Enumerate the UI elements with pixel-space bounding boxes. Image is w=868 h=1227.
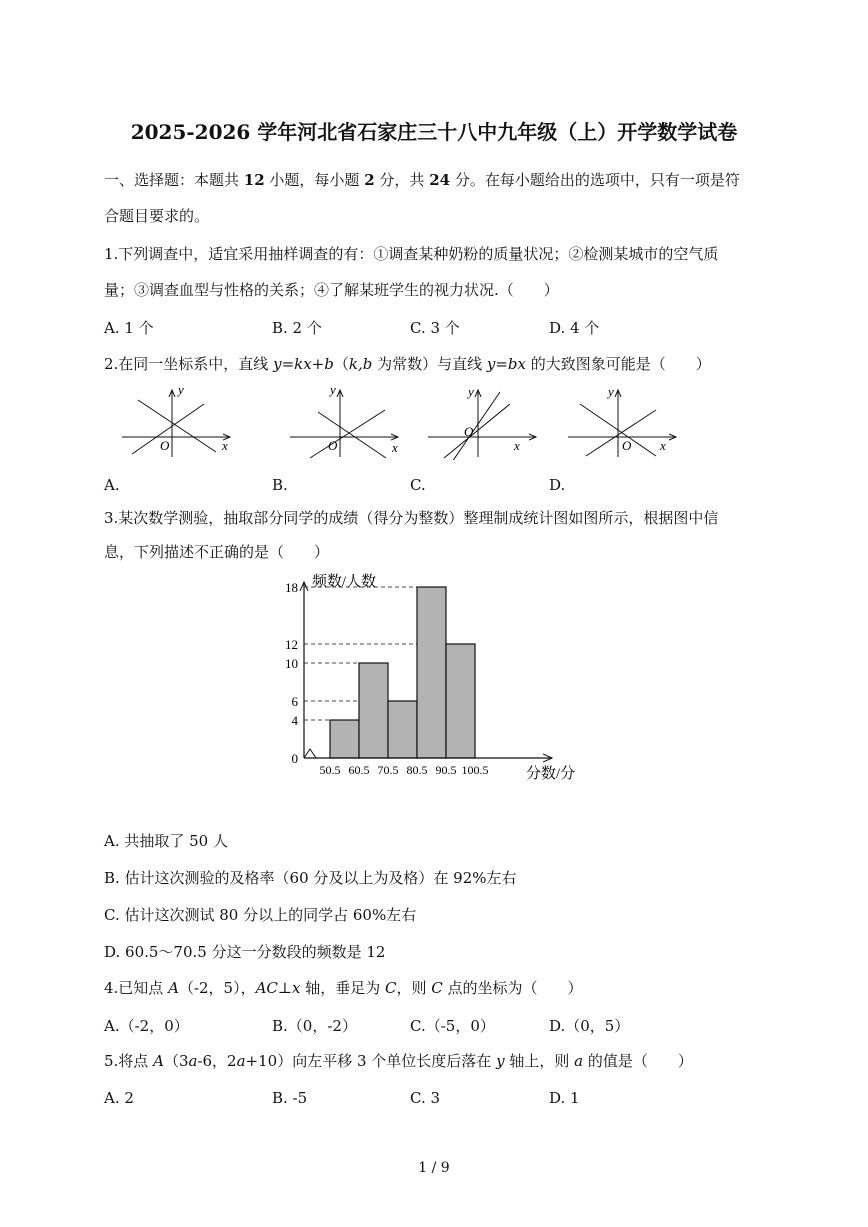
q3-option-d: D. 60.5～70.5 分这一分数段的频数是 12 <box>104 943 386 961</box>
section-text: 分。在每小题给出的选项中，只有一项是符 <box>450 171 740 189</box>
y-tick-label: 6 <box>291 694 298 709</box>
x-axis-name: x <box>292 979 301 997</box>
perpendicular-symbol: ⊥ <box>277 979 293 997</box>
q5-text: +10）向左平移 3 个单位长度后落在 <box>245 1052 497 1070</box>
point-a: A <box>168 979 179 997</box>
histogram-bar <box>388 701 417 758</box>
x-label: x <box>660 438 666 453</box>
page-number: 1 / 9 <box>418 1160 450 1176</box>
q5-text: （3 <box>163 1052 189 1070</box>
x-label: x <box>222 438 228 453</box>
q4-stem <box>104 978 583 998</box>
y-label: y <box>178 382 184 397</box>
x-tick-labels <box>320 763 489 777</box>
histogram-bar <box>446 644 475 758</box>
histogram-chart <box>280 568 600 788</box>
q2-formula: y=bx <box>486 355 526 373</box>
q5-option-b: B. -5 <box>272 1089 308 1107</box>
x-label: x <box>392 440 398 455</box>
y-axis-label: 频数/人数 <box>312 574 377 590</box>
q1-option-c: C. 3 个 <box>410 319 460 337</box>
q4-option-a: A.（-2，0） <box>104 1017 189 1035</box>
q4-option-c: C.（-5，0） <box>410 1017 495 1035</box>
line-2 <box>452 392 500 460</box>
origin-label: O <box>328 438 338 453</box>
q4-text: （-2，5）， <box>178 979 256 997</box>
q4-option-b: B.（0，-2） <box>272 1017 357 1035</box>
x-tick-label: 80.5 <box>406 763 428 777</box>
line-1 <box>138 400 216 452</box>
q2-graphs <box>100 382 700 460</box>
y-label: y <box>608 384 614 399</box>
y-tick-label: 0 <box>291 751 298 766</box>
q3-line1: 3.某次数学测验，抽取部分同学的成绩（得分为整数）整理制成统计图如图所示，根据图中信 <box>104 509 719 527</box>
q2-option-b: B. <box>272 476 288 494</box>
exam-title: 2025-2026 学年河北省石家庄三十八中九年级（上）开学数学试卷 <box>130 120 738 144</box>
q4-text: ，则 <box>396 979 432 997</box>
section-text: 一、选择题：本题共 <box>104 171 244 189</box>
q2-text: 为常数）与直线 <box>372 355 487 373</box>
graph-b <box>290 382 398 458</box>
q2-text: 2.在同一坐标系中，直线 <box>104 355 274 373</box>
x-tick-label: 60.5 <box>348 763 370 777</box>
point-a: A <box>153 1052 164 1070</box>
q5-text: 的值是（ ） <box>583 1052 693 1070</box>
axis-break-mark <box>304 749 330 758</box>
y-tick-label: 18 <box>285 580 298 595</box>
line-1 <box>310 410 385 458</box>
line-1 <box>444 404 510 458</box>
question-count: 12 <box>243 171 265 189</box>
variable-a: a <box>236 1052 246 1070</box>
histogram-bar <box>359 663 388 758</box>
q1-line2: 量；③调查血型与性格的关系；④了解某班学生的视力状况.（ ） <box>104 281 559 299</box>
q4-option-d: D.（0，5） <box>549 1017 630 1035</box>
q3-option-b: B. 估计这次测验的及格率（60 分及以上为及格）在 92%左右 <box>104 869 517 887</box>
q5-text: 5.将点 <box>104 1052 154 1070</box>
histogram-bar <box>417 587 446 758</box>
q1-option-b: B. 2 个 <box>272 319 322 337</box>
y-tick-label: 4 <box>291 713 298 728</box>
point-c: C <box>431 979 443 997</box>
y-label: y <box>330 382 336 397</box>
section-heading-line2: 合题目要求的。 <box>104 207 210 225</box>
origin-label: O <box>464 424 474 439</box>
graph-d <box>568 384 676 457</box>
point-c: C <box>385 979 397 997</box>
q2-text: （ <box>333 355 349 373</box>
q4-text: 点的坐标为（ ） <box>442 979 583 997</box>
y-label: y <box>468 384 474 399</box>
section-text: 小题，每小题 <box>264 171 365 189</box>
variable-a: a <box>574 1052 584 1070</box>
y-axis-name: y <box>496 1052 505 1070</box>
points-total: 24 <box>429 171 451 189</box>
q5-option-a: A. 2 <box>104 1089 134 1107</box>
y-tick-label: 10 <box>285 656 298 671</box>
section-heading <box>104 170 740 190</box>
x-label: x <box>514 438 520 453</box>
x-axis-label: 分数/分 <box>526 766 576 782</box>
q4-text: 轴，垂足为 <box>300 979 386 997</box>
q3-line2: 息，下列描述不正确的是（ ） <box>104 543 330 561</box>
histogram-bar <box>330 720 359 758</box>
q5-stem <box>104 1051 693 1071</box>
q2-formula: k,b <box>348 355 373 373</box>
q2-formula: y=kx+b <box>273 355 334 373</box>
q1-line1: 1.下列调查中，适宜采用抽样调查的有：①调查某种奶粉的质量状况；②检测某城市的空气质 <box>104 245 719 263</box>
graph-a <box>122 382 230 457</box>
origin-label: O <box>160 438 170 453</box>
x-tick-label: 100.5 <box>461 763 489 777</box>
segment-ac: AC <box>255 979 278 997</box>
x-tick-label: 90.5 <box>435 763 457 777</box>
section-text: 分，共 <box>374 171 430 189</box>
q5-option-c: C. 3 <box>410 1089 441 1107</box>
q2-option-a: A. <box>104 476 120 494</box>
q5-option-d: D. 1 <box>549 1089 580 1107</box>
q3-option-a: A. 共抽取了 50 人 <box>104 832 228 850</box>
x-tick-label: 70.5 <box>377 763 399 777</box>
variable-a: a <box>188 1052 198 1070</box>
chart-bars <box>330 587 475 758</box>
x-tick-label: 50.5 <box>319 763 341 777</box>
q2-option-c: C. <box>410 476 426 494</box>
y-tick-labels <box>285 580 299 766</box>
q2-stem <box>104 354 711 374</box>
graph-c <box>428 384 536 460</box>
points-each: 2 <box>364 171 375 189</box>
q3-option-c: C. 估计这次测试 80 分以上的同学占 60%左右 <box>104 906 417 924</box>
q1-option-a: A. 1 个 <box>104 319 154 337</box>
q2-option-d: D. <box>549 476 566 494</box>
q5-text: 轴上，则 <box>504 1052 575 1070</box>
q5-text: -6，2 <box>197 1052 237 1070</box>
y-tick-label: 12 <box>285 637 298 652</box>
origin-label: O <box>622 438 632 453</box>
q1-option-d: D. 4 个 <box>549 319 600 337</box>
q2-text: 的大致图象可能是（ ） <box>526 355 711 373</box>
q4-text: 4.已知点 <box>104 979 169 997</box>
